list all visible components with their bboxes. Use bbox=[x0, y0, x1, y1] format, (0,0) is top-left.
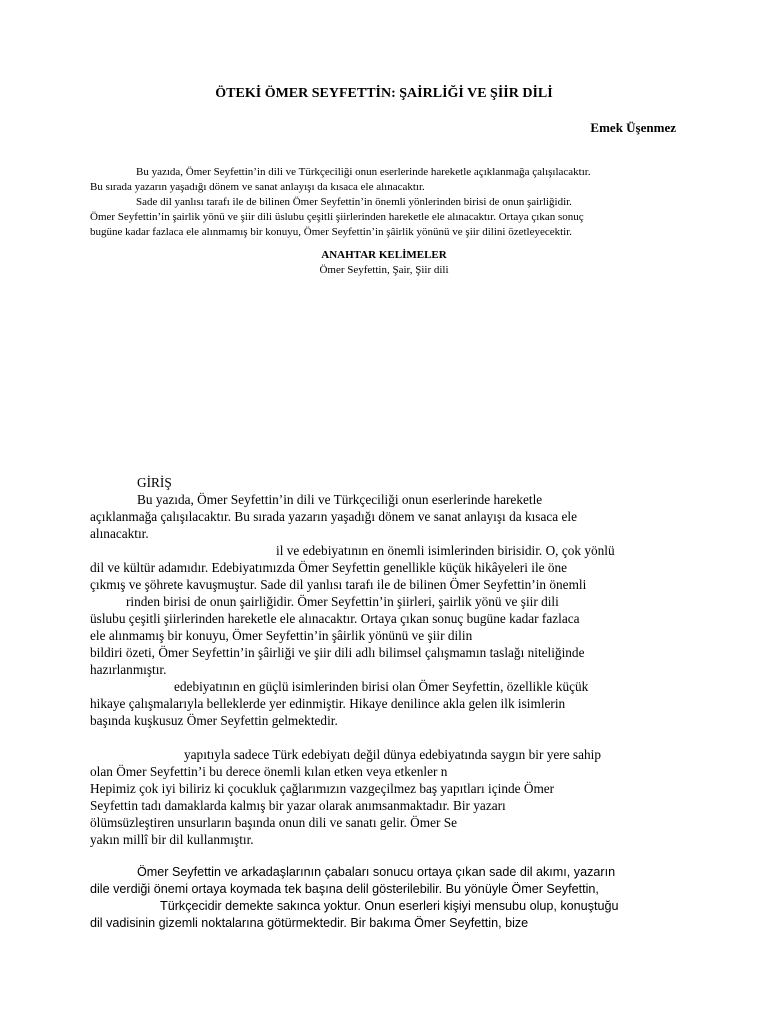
abstract bbox=[90, 165, 678, 240]
paragraph-line: ele alınmamış bir konuyu, Ömer Seyfettin’in şâirlik yönünü ve şiir dilin bbox=[90, 628, 473, 643]
abstract-line: bugüne kadar fazlaca ele alınmamış bir konuyu, Ömer Seyfettin’in şâirlik yönünü ve şiir dilini özetleyecektir. bbox=[90, 226, 573, 238]
paragraph-line: dil vadisinin gizemli noktalarına götürmektedir. Bir bakıma Ömer Seyfettin, bize bbox=[90, 916, 529, 930]
abstract-line: Ömer Seyfettin’in şairlik yönü ve şiir dili üslubu çeşitli şiirlerinden hareketle ele alınacaktır. Ortaya çıkan sonuç bbox=[90, 211, 584, 223]
paragraph-line: Hepimiz çok iyi biliriz ki çocukluk çağlarımızın vazgeçilmez baş yapıtları içinde Ömer bbox=[90, 781, 555, 796]
paragraph-line: yakın millî bir dil kullanmıştır. bbox=[90, 832, 254, 847]
paragraph-line: bildiri özeti, Ömer Seyfettin’in şâirliği ve şiir dili adlı bilimsel çalışmamın taslağı niteliğinde bbox=[90, 645, 585, 660]
abstract-line: Sade dil yanlısı tarafı ile de bilinen Ömer Seyfettin’in önemli yönlerinden birisi de onun şairliğidir. bbox=[136, 196, 572, 208]
paragraph-line: alınacaktır. bbox=[90, 526, 149, 541]
author-name: Emek Üşenmez bbox=[590, 120, 676, 135]
paragraph-line: yapıtıyla sadece Türk edebiyatı değil dünya edebiyatında saygın bir yere sahip bbox=[184, 747, 601, 762]
paragraph-line: Seyfettin tadı damaklarda kalmış bir yazar olarak anımsanmaktadır. Bir yazarı bbox=[90, 798, 506, 813]
keywords-heading: ANAHTAR KELİMELER bbox=[321, 249, 447, 261]
paragraph-line: hikaye çalışmalarıyla belleklerde yer edinmiştir. Hikaye denilince akla gelen ilk isimlerin bbox=[90, 696, 566, 711]
section-heading: GİRİŞ bbox=[137, 475, 172, 490]
paragraph-line: dil ve kültür adamıdır. Edebiyatımızda Ömer Seyfettin genellikle küçük hikâyeleri ile öne bbox=[90, 560, 568, 575]
abstract-line: Bu sırada yazarın yaşadığı dönem ve sanat anlayışı da kısaca ele alınacaktır. bbox=[90, 181, 425, 193]
paragraph-line: olan Ömer Seyfettin’i bu derece önemli kılan etken veya etkenler n bbox=[90, 764, 448, 779]
paragraph-line: ölümsüzleştiren unsurların başında onun dili ve sanatı gelir. Ömer Se bbox=[90, 815, 458, 830]
paragraph-line bbox=[137, 491, 676, 508]
document-title: ÖTEKİ ÖMER SEYFETTİN: ŞAİRLİĞİ VE ŞİİR DİLİ bbox=[215, 86, 553, 101]
paragraph-line: edebiyatının en güçlü isimlerinden birisi olan Ömer Seyfettin, özellikle küçük bbox=[174, 679, 589, 694]
paragraph-line: üslubu çeşitli şiirlerinden hareketle ele alınacaktır. Ortaya çıkan sonuç bugüne kadar fazlaca bbox=[90, 611, 580, 626]
paragraph-line: başında kuşkusuz Ömer Seyfettin gelmektedir. bbox=[90, 713, 338, 728]
paragraph-line: il ve edebiyatının en önemli isimlerinden birisidir. O, çok yönlü bbox=[276, 543, 615, 558]
paragraph-line: Ömer Seyfettin ve arkadaşlarının çabaları sonucu ortaya çıkan sade dil akımı, yazarın bbox=[137, 865, 616, 879]
keywords-text: Ömer Seyfettin, Şair, Şiir dili bbox=[319, 264, 449, 276]
paragraph-line: hazırlanmıştır. bbox=[90, 662, 167, 677]
paragraph-line: rinden birisi de onun şairliğidir. Ömer Seyfettin’in şiirleri, şairlik yönü ve şiir dili bbox=[126, 594, 559, 609]
paragraph-line: dile verdiği önemi ortaya koymada tek başına delil gösterilebilir. Bu yönüyle Ömer Seyfettin, bbox=[90, 882, 599, 896]
paragraph-line: açıklanmağa çalışılacaktır. Bu sırada yazarın yaşadığı dönem ve sanat anlayışı da kısaca ele bbox=[90, 509, 577, 524]
abstract-line: Bu yazıda, Ömer Seyfettin’in dili ve Türkçeciliği onun eserlerinde hareketle açıklanmağa çalışılacaktır. bbox=[136, 166, 591, 178]
line-text: Bu yazıda, Ömer Seyfettin’in dili ve Türkçeciliği onun eserlerinde hareketle bbox=[137, 492, 543, 507]
paragraph-line: Türkçecidir demekte sakınca yoktur. Onun eserleri kişiyi mensubu olup, konuştuğu bbox=[160, 899, 619, 913]
paragraph-line: çıkmış ve şöhrete kavuşmuştur. Sade dil yanlısı tarafı ile de bilinen Ömer Seyfettin’in önemli bbox=[90, 577, 587, 592]
